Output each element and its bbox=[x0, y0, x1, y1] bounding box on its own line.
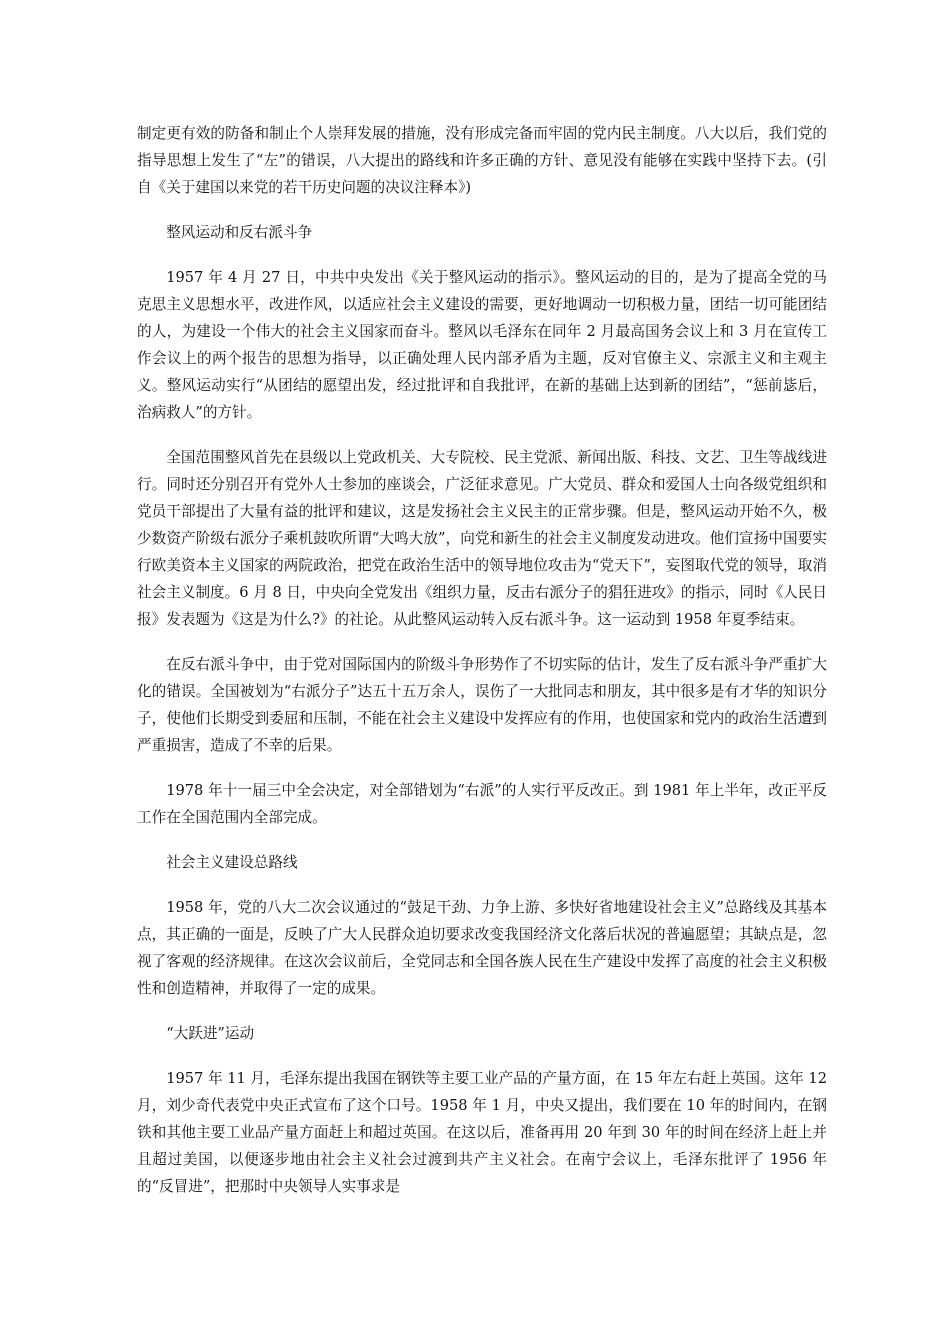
paragraph-rectification-scope: 全国范围整风首先在县级以上党政机关、大专院校、民主党派、新闻出版、科技、文艺、卫生等战线进行。同时还分别召开有党外人士参加的座谈会，广泛征求意见。广大党员、群众和爱国人士向各级党组织和党员干部提出了大量有益的批评和建议，这是发扬社会主义民主的正常步骤。但是，整风运动开始不久，极少数资产阶级右派分子乘机鼓吹所谓“大鸣大放”，向党和新生的社会主义制度发动进攻。他们宣扬中国要实行欧美资本主义国家的两院政治，把党在政治生活中的领导地位攻击为“党天下”，妄图取代党的领导，取消社会主义制度。6 月 8 日，中央向全党发出《组织力量，反击右派分子的猖狂进攻》的指示，同时《人民日报》发表题为《这是为什么?》的社论。从此整风运动转入反右派斗争。这一运动到 1958 年夏季结束。 bbox=[137, 449, 827, 628]
section-heading-rectification: 整风运动和反右派斗争 bbox=[166, 224, 313, 241]
section-heading-general-line: 社会主义建设总路线 bbox=[166, 854, 298, 871]
section-heading-great-leap: “大跃进”运动 bbox=[166, 1025, 255, 1042]
paragraph-intro: 制定更有效的防备和制止个人崇拜发展的措施，没有形成完备而牢固的党内民主制度。八大以后，我们党的指导思想上发生了“左”的错误，八大提出的路线和许多正确的方针、意见没有能够在实践中坚持下去。(引自《关于建国以来党的若干历史问题的决议注释本》) bbox=[137, 125, 827, 196]
paragraph-great-leap: 1957 年 11 月，毛泽东提出我国在钢铁等主要工业产品的产量方面，在 15 年左右赶上英国。这年 12 月，刘少奇代表党中央正式宣布了这个口号。1958 年 1 月，中央又提出，我们要在 10 年的时间内，在钢铁和其他主要工业品产量方面赶上和超过英国。在这以后，准备再用 20 年到 30 年的时间在经济上赶上并且超过美国，以便逐步地由社会主义社会过渡到共产主义社会。在南宁会议上，毛泽东批评了 1956 年的“反冒进”，把那时中央领导人实事求是 bbox=[137, 1070, 827, 1195]
document-body bbox=[137, 120, 827, 1218]
paragraph-anti-rightist-error: 在反右派斗争中，由于党对国际国内的阶级斗争形势作了不切实际的估计，发生了反右派斗争严重扩大化的错误。全国被划为“右派分子”达五十五万余人，误伤了一大批同志和朋友，其中很多是有才华的知识分子，使他们长期受到委屈和压制，不能在社会主义建设中发挥应有的作用，也使国家和党内的政治生活遭到严重损害，造成了不幸的后果。 bbox=[137, 656, 827, 754]
paragraph-rehabilitation: 1978 年十一届三中全会决定，对全部错划为“右派”的人实行平反改正。到 1981 年上半年，改正平反工作在全国范围内全部完成。 bbox=[137, 782, 827, 826]
paragraph-rectification-directive: 1957 年 4 月 27 日，中共中央发出《关于整风运动的指示》。整风运动的目的，是为了提高全党的马克思主义思想水平，改进作风，以适应社会主义建设的需要，更好地调动一切积极力量，团结一切可能团结的人，为建设一个伟大的社会主义国家而奋斗。整风以毛泽东在同年 2 月最高国务会议上和 3 月在宣传工作会议上的两个报告的思想为指导，以正确处理人民内部矛盾为主题，反对官僚主义、宗派主义和主观主义。整风运动实行“从团结的愿望出发，经过批评和自我批评，在新的基础上达到新的团结”，“惩前毖后，治病救人”的方针。 bbox=[137, 269, 827, 421]
paragraph-general-line: 1958 年，党的八大二次会议通过的“鼓足干劲、力争上游、多快好省地建设社会主义”总路线及其基本点，其正确的一面是，反映了广大人民群众迫切要求改变我国经济文化落后状况的普遍愿望；其缺点是，忽视了客观的经济规律。在这次会议前后，全党同志和全国各族人民在生产建设中发挥了高度的社会主义积极性和创造精神，并取得了一定的成果。 bbox=[137, 899, 827, 997]
